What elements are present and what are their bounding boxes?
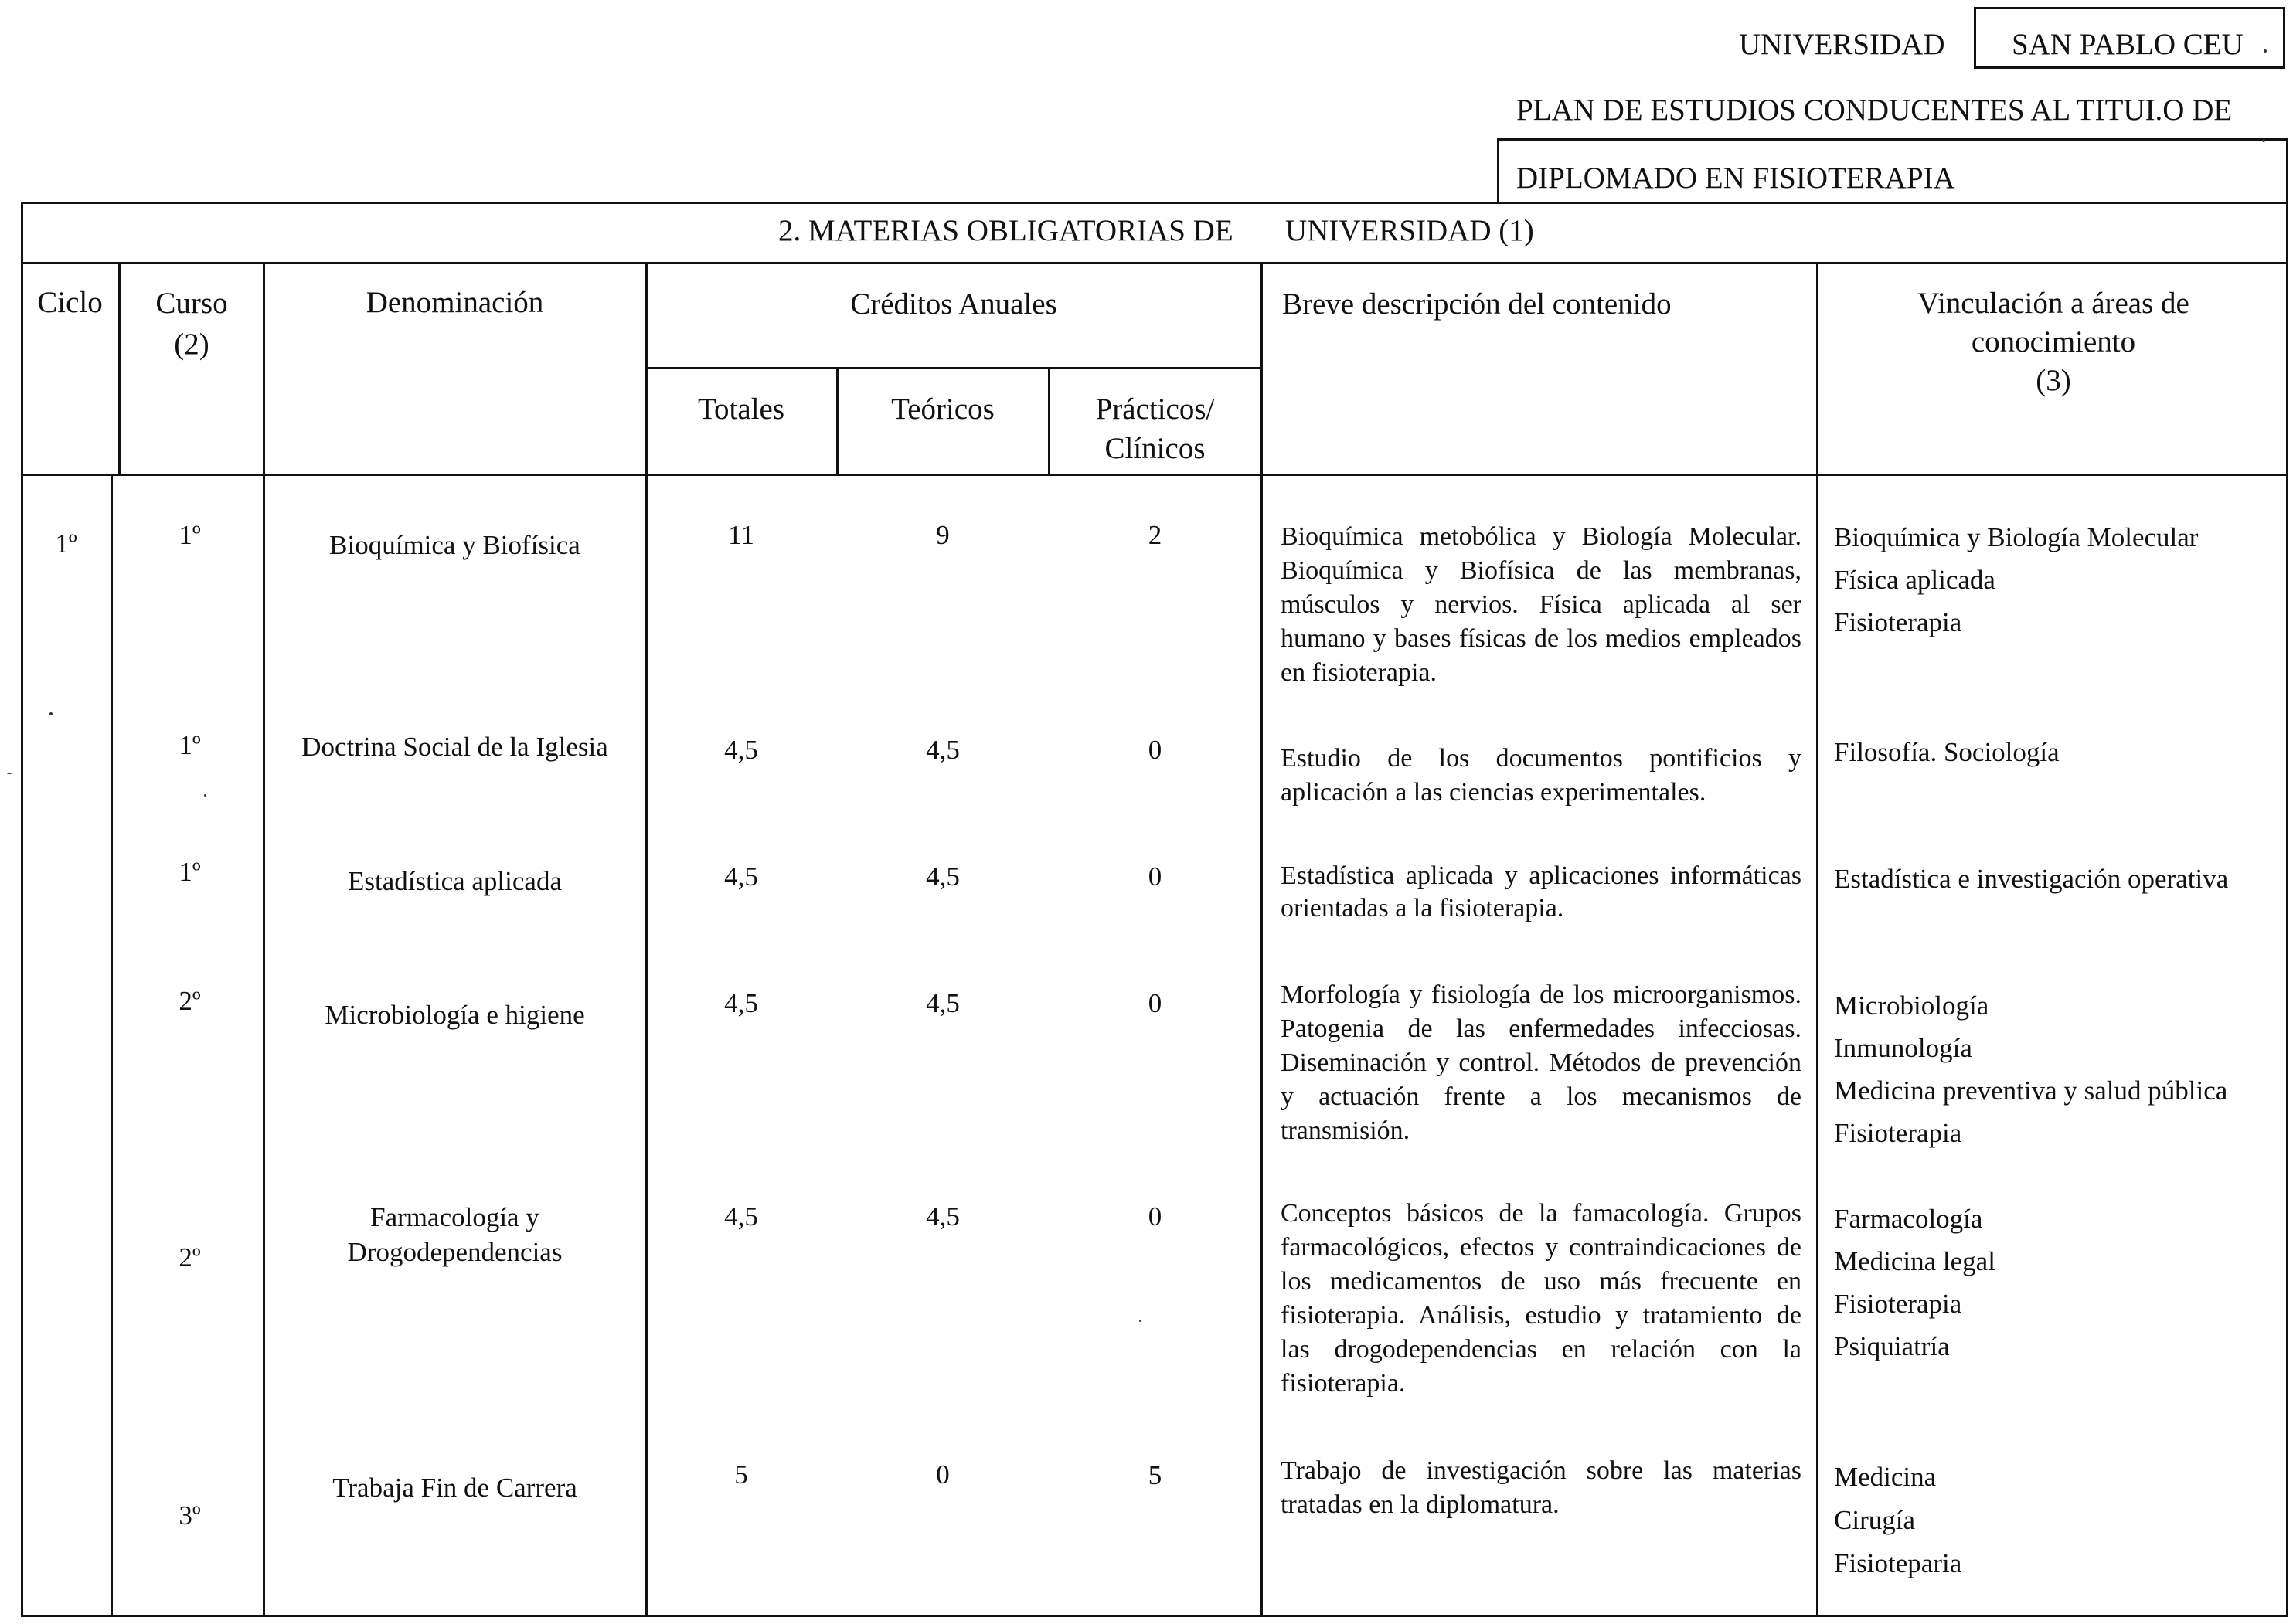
cell-denominacion [264,1200,646,1269]
area-item: Inmunología [1834,1033,1972,1063]
denominacion-line: Drogodependencias [347,1237,563,1267]
cell-denominacion: Estadística aplicada [348,866,562,896]
cell-denominacion: Bioquímica y Biofísica [329,530,580,560]
cell-practicos: 5 [1148,1460,1162,1490]
cell-teoricos: 9 [936,520,950,550]
column-header-totales: Totales [697,392,785,426]
description-line: las drogodependencias en relación con la [1281,1335,1801,1364]
denominacion-line: Farmacología y [370,1202,539,1232]
column-header-curso [120,283,264,365]
cell-teoricos: 0 [936,1459,950,1490]
cell-descripcion [1281,742,1801,810]
cell-denominacion: Microbiología e higiene [325,1000,585,1030]
area-item: Fisioterapia [1834,1118,1962,1148]
description-line: Bioquímica metobólica y Biología Molecular. [1281,522,1801,551]
cell-teoricos: 4,5 [926,988,960,1018]
cell-curso: 2º [179,986,201,1016]
description-line: fisioterapia. Análisis, estudio y tratamiento de [1281,1301,1801,1330]
area-item: Bioquímica y Biología Molecular [1834,522,2199,552]
cell-teoricos: 4,5 [926,735,960,765]
cell-descripcion [1281,1197,1801,1401]
scan-speck [2264,49,2267,53]
cell-areas [1834,984,2227,1154]
column-header-denominacion: Denominación [366,286,544,319]
cell-curso: 1º [179,857,201,887]
cell-practicos: 0 [1148,861,1162,892]
cell-totales: 4,5 [724,735,758,765]
description-line: músculos y nervios. Física aplicada al ser [1281,590,1801,619]
description-line: fisioterapia. [1281,1369,1406,1398]
cell-denominacion: Trabaja Fin de Carrera [332,1473,577,1503]
scan-speck [1139,1320,1141,1322]
description-line: Estadística aplicada y aplicaciones informáticas [1281,861,1801,890]
area-item: Filosofía. Sociología [1834,737,2060,767]
description-line: Trabajo de investigación sobre las materias [1281,1456,1801,1485]
cell-areas [1834,1456,1961,1585]
column-header-teoricos: Teóricos [891,392,995,426]
column-header-vinculacion-line: Vinculación a áreas de [1917,287,2189,320]
cell-practicos: 0 [1148,1201,1162,1232]
description-line: y actuación frente a los mecanismos de [1281,1082,1801,1111]
column-header-vinculacion [1818,284,2288,400]
cell-areas [1834,516,2198,644]
area-item: Medicina preventiva y salud pública [1834,1075,2228,1106]
cell-areas [1834,858,2228,900]
description-line: Conceptos básicos de la famacología. Grupos [1281,1199,1801,1228]
cell-totales: 4,5 [724,861,758,892]
cell-totales: 11 [728,520,754,550]
description-line: Diseminación y control. Métodos de prevención [1281,1048,1801,1077]
area-item: Farmacología [1834,1204,1983,1234]
cell-curso: 2º [179,1242,201,1272]
university-name: SAN PABLO CEU [2012,28,2244,61]
column-header-vinculacion-line: conocimiento [1971,325,2136,358]
column-header-practicos-line: Clínicos [1104,432,1206,465]
cell-areas [1834,731,2060,773]
description-line: humano y bases físicas de los medios empleados [1281,624,1801,653]
area-item: Medicina [1834,1462,1937,1492]
description-line: farmacológicos, efectos y contraindicaciones de [1281,1233,1801,1262]
cell-descripcion [1281,1454,1801,1522]
description-line: Morfología y fisiología de los microorganismos. [1281,980,1801,1009]
cell-areas [1834,1198,1995,1367]
column-header-curso-line: Curso [155,287,228,320]
column-divider-descripcion [1816,263,1818,1617]
cell-curso: 1º [179,730,201,760]
cell-ciclo: 1º [55,528,77,559]
column-divider-curso [263,263,265,1617]
cell-teoricos: 4,5 [926,1201,960,1232]
credits-subheader-divider [646,367,1263,369]
area-item: Cirugía [1834,1505,1915,1535]
area-item: Física aplicada [1834,565,1995,595]
cell-totales: 5 [734,1459,748,1490]
area-item: Fisioterapia [1834,1289,1962,1319]
scan-speck [49,712,53,715]
cell-practicos: 2 [1148,520,1162,550]
description-line: Patogenia de las enfermedades infecciosas. [1281,1014,1801,1043]
column-header-curso-line: (2) [174,328,209,361]
area-item: Medicina legal [1834,1246,1995,1276]
cell-totales: 4,5 [724,1201,758,1232]
cell-curso: 3º [179,1500,201,1531]
description-line: aplicación a las ciencias experimentales. [1281,778,1706,807]
area-item: Fisioteparia [1834,1548,1962,1578]
cell-curso: 1º [179,520,201,550]
table-title: 2. MATERIAS OBLIGATORIAS DE [778,214,1233,247]
column-divider-ciclo-body [111,474,113,1617]
column-header-practicos [1049,389,1261,468]
cell-descripcion [1281,520,1801,690]
cell-practicos: 0 [1148,988,1162,1018]
description-line: transmisión. [1281,1116,1410,1145]
cell-denominacion: Doctrina Social de la Iglesia [301,732,608,762]
scan-speck [7,773,12,774]
description-line: Estudio de los documentos pontificios y [1281,744,1801,773]
area-item: Estadística e investigación operativa [1834,864,2229,894]
column-header-vinculacion-line: (3) [2036,364,2071,397]
column-header-ciclo: Ciclo [37,286,103,319]
cell-totales: 4,5 [724,988,758,1018]
scan-speck [204,794,206,797]
area-item: Microbiología [1834,990,1989,1021]
area-item: Psiquiatría [1834,1331,1950,1361]
column-header-descripcion: Breve descripción del contenido [1282,287,1672,321]
column-header-practicos-line: Prácticos/ [1095,392,1215,426]
column-divider-denominacion [645,263,648,1617]
area-item: Fisioterapia [1834,607,1962,637]
description-line: en fisioterapia. [1281,658,1437,687]
university-label: UNIVERSIDAD [1739,28,1945,61]
description-line: Bioquímica y Biofísica de las membranas, [1281,556,1801,585]
cell-teoricos: 4,5 [926,861,960,892]
cell-practicos: 0 [1148,735,1162,765]
degree-title: DIPLOMADO EN FISIOTERAPIA [1516,161,1955,195]
cell-descripcion [1281,860,1801,925]
column-header-creditos: Créditos Anuales [850,287,1057,321]
title-row-divider [21,262,2288,264]
cell-descripcion [1281,978,1801,1148]
plan-title: PLAN DE ESTUDIOS CONDUCENTES AL TITUI.O DE [1516,93,2233,127]
description-line: tratadas en la diplomatura. [1281,1490,1560,1519]
description-line: los medicamentos de uso más frecuente en [1281,1267,1801,1296]
table-title-suffix: UNIVERSIDAD (1) [1285,214,1534,247]
header-row-divider [21,474,2288,476]
scan-speck [2262,139,2265,142]
description-line: orientadas a la fisioterapia. [1281,894,1564,922]
